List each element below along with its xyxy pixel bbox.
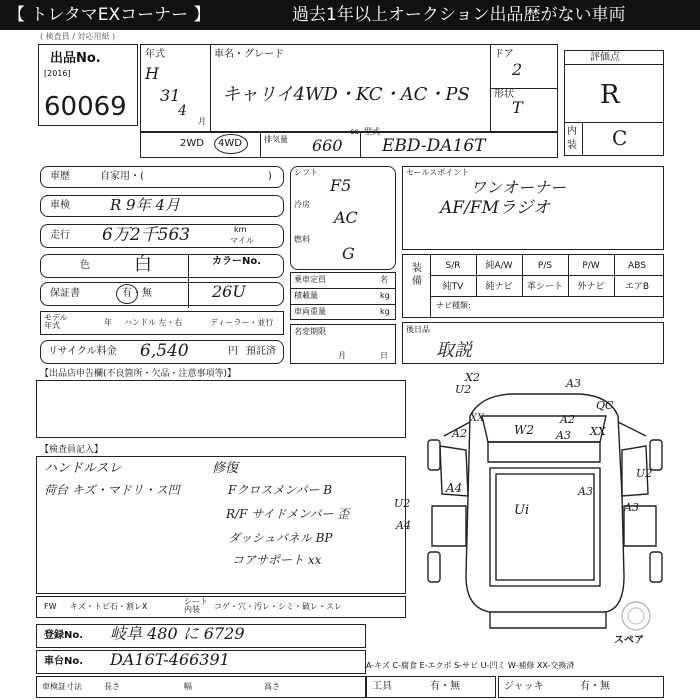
shift-label: シフト	[294, 168, 318, 177]
subheader: ( 検査員 / 対応用紙 )	[40, 32, 116, 41]
header-right: 過去1年以上オークション出品歴がない車両	[292, 5, 626, 25]
model-code-label: 型式	[364, 127, 380, 136]
defects-fw-label: FW	[44, 602, 57, 611]
score-label: 評価点	[590, 52, 620, 63]
mark-u2-left: U2	[394, 497, 411, 510]
recycle-status: 預託済	[246, 346, 276, 357]
vehicle-cert-h: 高さ	[264, 682, 280, 691]
year-month-unit: 月	[198, 117, 206, 126]
mark-a3-top: A3	[566, 377, 581, 390]
sales-point-line2: AF/FMラジオ	[440, 198, 551, 218]
defects-seat-items: コゲ・穴・汚レ・シミ・破レ・スレ	[214, 602, 342, 611]
history-row	[40, 166, 284, 188]
load-label: 積載量	[294, 291, 318, 300]
model-name-value: キャリイ4WD・KC・AC・PS	[222, 84, 470, 105]
model-year-dealer: ディーラー・並行	[210, 318, 274, 327]
equipment-row1-item-0: S/R	[445, 261, 461, 271]
model-name-label: 車名・グレード	[214, 49, 284, 60]
recycle-label: リサイクル料金	[48, 346, 117, 357]
inspector-box	[36, 456, 406, 594]
color-value: 白	[134, 254, 152, 275]
year-month: 4	[178, 103, 187, 119]
shape-label: 形状	[494, 89, 514, 100]
equipment-row2-item-0: 純TV	[442, 282, 464, 292]
post-notes-value: 取説	[436, 340, 472, 361]
doors-value: 2	[512, 60, 523, 79]
store-notes-box	[36, 380, 406, 438]
tools-value: 有・無	[430, 681, 460, 692]
mark-u2-top: U2	[455, 383, 472, 396]
shift-value: F5	[330, 176, 352, 195]
capacity-label: 乗車定員	[294, 275, 326, 284]
year-label: 年式	[145, 49, 165, 60]
equipment-row2-item-1: 純ナビ	[485, 282, 513, 292]
header-left: 【 トレタマEXコーナー 】	[8, 5, 211, 25]
registration-value: 岐阜 480 に 6729	[110, 624, 245, 643]
jack-label: ジャッキ	[504, 681, 544, 692]
warranty-label: 保証書	[50, 288, 80, 299]
mark-a4-left: A4	[446, 481, 463, 495]
mark-a2-right: A2	[560, 413, 575, 426]
shape-value: T	[512, 98, 523, 117]
model-year-handle: ハンドル 左・右	[124, 318, 183, 327]
displacement-label: 排気量	[264, 135, 288, 144]
equipment-row2-item-2: 革シート	[526, 282, 563, 292]
defects-items: キズ・トビ石・割レX	[70, 602, 148, 611]
model-year-label: モデル年式	[44, 313, 68, 330]
inspector-note-5: R/F サイドメンバー 歪	[226, 507, 350, 521]
mileage-label: 走行	[50, 230, 70, 241]
vehicle-cert-w: 幅	[184, 682, 192, 691]
mark-xx-right: XX	[590, 425, 606, 438]
year-value: 31	[160, 86, 181, 105]
tools-label: 工具	[372, 681, 392, 692]
displacement-value: 660	[312, 136, 343, 155]
equipment-row1-item-3: P/W	[582, 261, 600, 271]
sales-point-line1: ワンオーナー	[470, 178, 567, 197]
mark-a3-mid: A3	[556, 429, 571, 442]
name-change-label: 名変期限	[294, 327, 326, 336]
displacement-unit: cc	[350, 127, 359, 136]
mark-u2-right: U2	[636, 467, 653, 480]
mark-xx-left: XX	[470, 413, 485, 424]
jack-value: 有・無	[580, 681, 610, 692]
mark-w2: W2	[514, 423, 534, 437]
recycle-unit: 円	[228, 346, 238, 357]
damage-legend: A-キズ C-腐食 E-エクボ S-サビ U-凹ミ W-補修 XX-交換済	[366, 661, 575, 670]
warranty-value: 有・無	[122, 288, 152, 299]
warranty-circle	[116, 284, 138, 304]
score-value: R	[600, 80, 620, 110]
history-close: )	[268, 171, 272, 182]
capacity-unit: 名	[380, 275, 388, 284]
mark-a2-left: A2	[452, 427, 467, 440]
lot-year-tag: [2016]	[44, 69, 71, 78]
inspector-label: 【検査員記入】	[40, 445, 104, 455]
vehicle-cert-row	[36, 676, 366, 698]
mark-ui-center: Ui	[514, 503, 530, 518]
chassis-value: DA16T-466391	[110, 650, 230, 669]
post-notes-label: 後日品	[406, 325, 430, 334]
chassis-label: 車台No.	[44, 656, 84, 667]
mileage-unit-mile: マイル	[230, 236, 254, 245]
inspector-note-3: 修復	[212, 461, 239, 476]
equipment-row1-item-1: 純A/W	[485, 261, 513, 271]
name-change-month: 月	[338, 351, 346, 360]
doors-label: ドア	[494, 49, 514, 60]
year-era: H	[145, 64, 159, 83]
equipment-row1-item-2: P/S	[537, 261, 553, 271]
interior-value: C	[612, 126, 628, 150]
mark-a3-far: A3	[624, 501, 639, 514]
registration-label: 登録No.	[44, 630, 84, 641]
model-code-value: EBD-DA16T	[382, 136, 486, 156]
history-label: 車歴	[50, 171, 70, 182]
mark-qc: QC	[596, 399, 614, 412]
color-no-value: 26U	[212, 282, 246, 301]
store-notes-label: 【出品店申告欄(不良箇所・欠品・注意事項等)】	[40, 369, 237, 379]
sales-point-label: セールスポイント	[406, 168, 470, 177]
color-label: 色	[80, 260, 90, 271]
equipment-row2-item-3: 外ナビ	[577, 282, 605, 292]
mileage-value: 6万2千563	[102, 225, 191, 245]
fuel-label: 燃料	[294, 235, 310, 244]
inspector-note-4: Fクロスメンバー B	[228, 483, 333, 497]
mark-x2: X2	[465, 371, 480, 384]
cooling-value: AC	[334, 208, 358, 227]
defects-seat-label: シート内装	[184, 597, 208, 614]
weight-label: 車両重量	[294, 307, 326, 316]
car-diagram	[410, 376, 700, 648]
inspector-note-6: ダッシュパネル BP	[228, 531, 333, 545]
drive-4wd: 4WD	[218, 138, 242, 149]
lot-number: 60069	[44, 92, 127, 122]
inspector-note-1: ハンドルスレ	[44, 461, 122, 476]
inspector-note-2: 荷台 キズ・マドリ・ス凹	[44, 483, 180, 497]
spare-label: スペア	[614, 635, 644, 646]
vehicle-cert-l: 長さ	[104, 682, 120, 691]
inspection-label: 車検	[50, 200, 70, 211]
name-change-day: 日	[380, 351, 388, 360]
recycle-value: 6,540	[140, 341, 189, 361]
lot-label: 出品No.	[50, 51, 101, 66]
vehicle-cert-label: 車検証寸法	[42, 682, 82, 691]
model-year-year: 年	[104, 318, 112, 327]
equipment-row2-item-4: エアB	[624, 282, 650, 292]
equipment-label: 装備	[412, 263, 422, 287]
mark-a4-lower: A4	[396, 519, 411, 532]
equipment-row1-item-4: ABS	[628, 261, 646, 271]
header-bar	[0, 0, 700, 30]
interior-label-2: 装	[567, 140, 577, 151]
inspector-note-7: コアサポート xx	[232, 553, 322, 567]
cooling-label: 冷房	[294, 200, 310, 209]
fuel-value: G	[342, 244, 355, 263]
drive-2wd: 2WD	[180, 138, 204, 149]
inspection-value: R 9年 4月	[110, 196, 180, 214]
interior-label-1: 内	[567, 126, 577, 137]
weight-unit: kg	[380, 307, 390, 316]
color-no-label: カラーNo.	[212, 256, 262, 267]
load-unit: kg	[380, 291, 390, 300]
equipment-nav-label: ナビ種類:	[436, 301, 471, 310]
history-options: 自家用・(	[100, 171, 144, 182]
mark-a3-right: A3	[578, 485, 593, 498]
drive-4wd-circle	[214, 134, 248, 154]
mileage-unit-km: km	[234, 225, 247, 234]
